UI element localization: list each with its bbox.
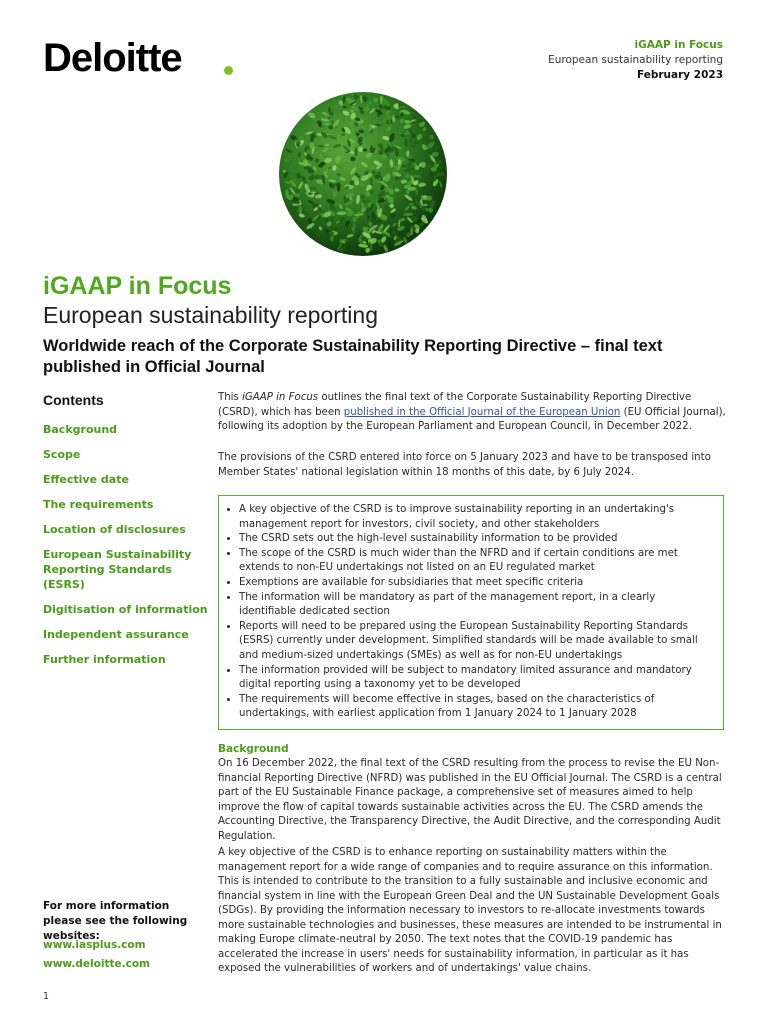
intro-italic: iGAAP in Focus bbox=[242, 392, 319, 403]
title-headline: Worldwide reach of the Corporate Sustainability Reporting Directive – final text published in Official Journal bbox=[43, 337, 663, 376]
highlight-item: • The requirements will become effective in stages, based on the characteristics of undertakings, with earliest application from 1 January 2024 to 1 January 2028 bbox=[239, 693, 713, 722]
intro-text-a: This bbox=[218, 392, 243, 403]
highlights-box bbox=[218, 495, 724, 730]
toc-item-further-information[interactable]: Further information bbox=[43, 653, 166, 666]
highlight-item: • The information provided will be subject to mandatory limited assurance and mandatory digital reporting using a taxonomy yet to be developed bbox=[239, 664, 713, 693]
intro-text-c: (EU Official Journal), following its adoption by the European Parliament and European Council, in December 2022. bbox=[218, 406, 726, 432]
more-info-heading: For more information please see the following websites: bbox=[43, 900, 188, 942]
intro-text-b: outlines the final text of the Corporate Sustainability Reporting Directive (CSRD), which has been bbox=[218, 392, 692, 418]
toc-item-location-of-disclosures[interactable]: Location of disclosures bbox=[43, 523, 186, 536]
background-paragraph-2: A key objective of the CSRD is to enhance reporting on sustainability matters within the management report for a wide range of companies and to require assurance on this information. This is intended to contribute to the transition to a fully sustainable and inclusive economic and financial system in line with the European Green Deal and the UN Sustainable Development Goals (SDGs). By providing the information necessary to investors to re-allocate investments towards more sustainable technologies and businesses, these measures are intended to be instrumental in making Europe climate-neutral by 2050. The text notes that the COVID-19 pandemic has accelerated the increase in users' needs for sustainability information, in particular as it has exposed the vulnerabilities of workers and of undertakings' value chains. bbox=[218, 847, 722, 974]
toc-item-effective-date[interactable]: Effective date bbox=[43, 473, 129, 486]
contents-list bbox=[43, 422, 213, 677]
page-number: 1 bbox=[43, 991, 50, 1002]
highlight-item: • The information will be mandatory as part of the management report, in a clearly identifiable dedicated section bbox=[239, 591, 713, 620]
title-topic: European sustainability reporting bbox=[43, 302, 378, 328]
toc-item-independent-assurance[interactable]: Independent assurance bbox=[43, 628, 189, 641]
link-iasplus[interactable]: www.iasplus.com bbox=[43, 939, 146, 951]
toc-item-requirements[interactable]: The requirements bbox=[43, 498, 154, 511]
toc-item-background[interactable]: Background bbox=[43, 423, 118, 436]
official-journal-link[interactable]: published in the Official Journal of the European Union bbox=[343, 406, 621, 418]
toc-item-esrs[interactable]: European Sustainability Reporting Standards (ESRS) bbox=[43, 548, 192, 591]
header-topic: European sustainability reporting bbox=[548, 54, 723, 66]
deloitte-logo: Deloitte bbox=[43, 36, 182, 80]
logo-dot bbox=[224, 66, 233, 75]
contents-heading: Contents bbox=[43, 392, 104, 408]
highlight-item: • The CSRD sets out the high-level sustainability information to be provided bbox=[239, 532, 713, 547]
header-date: February 2023 bbox=[636, 69, 723, 81]
intro-paragraph-2: The provisions of the CSRD entered into force on 5 January 2023 and have to be transposed into Member States' national legislation within 18 months of this date, by 6 July 2024. bbox=[218, 452, 711, 478]
link-deloitte[interactable]: www.deloitte.com bbox=[43, 958, 150, 970]
leaf-globe-image bbox=[272, 84, 454, 260]
background-heading: Background bbox=[218, 743, 289, 755]
header-series: iGAAP in Focus bbox=[634, 39, 723, 51]
toc-item-scope[interactable]: Scope bbox=[43, 448, 81, 461]
highlight-item: • Reports will need to be prepared using the European Sustainability Reporting Standards (ESRS) currently under development. Simplified standards will be made available to small and medium-sized undertakings (SMEs) as well as for non-EU undertakings bbox=[239, 620, 713, 664]
intro-paragraph-1 bbox=[218, 391, 726, 435]
highlight-item: • Exemptions are available for subsidiaries that meet specific criteria bbox=[239, 576, 713, 591]
background-paragraph-1: On 16 December 2022, the final text of the CSRD resulting from the process to revise the EU Non-financial Reporting Directive (NFRD) was published in the EU Official Journal. The CSRD is a central part of the EU Sustainable Finance package, a comprehensive set of measures aimed to help improve the flow of capital towards sustainable activities across the EU. The CSRD amends the Accounting Directive, the Transparency Directive, the Audit Directive, and the corresponding Audit Regulation. bbox=[218, 758, 722, 842]
highlight-item: • A key objective of the CSRD is to improve sustainability reporting in an undertaking's management report for investors, civil society, and other stakeholders bbox=[239, 503, 713, 532]
title-series: iGAAP in Focus bbox=[43, 272, 232, 300]
highlight-item: • The scope of the CSRD is much wider than the NFRD and if certain conditions are met extends to non-EU undertakings not listed on an EU regulated market bbox=[239, 547, 713, 576]
toc-item-digitisation[interactable]: Digitisation of information bbox=[43, 603, 208, 616]
